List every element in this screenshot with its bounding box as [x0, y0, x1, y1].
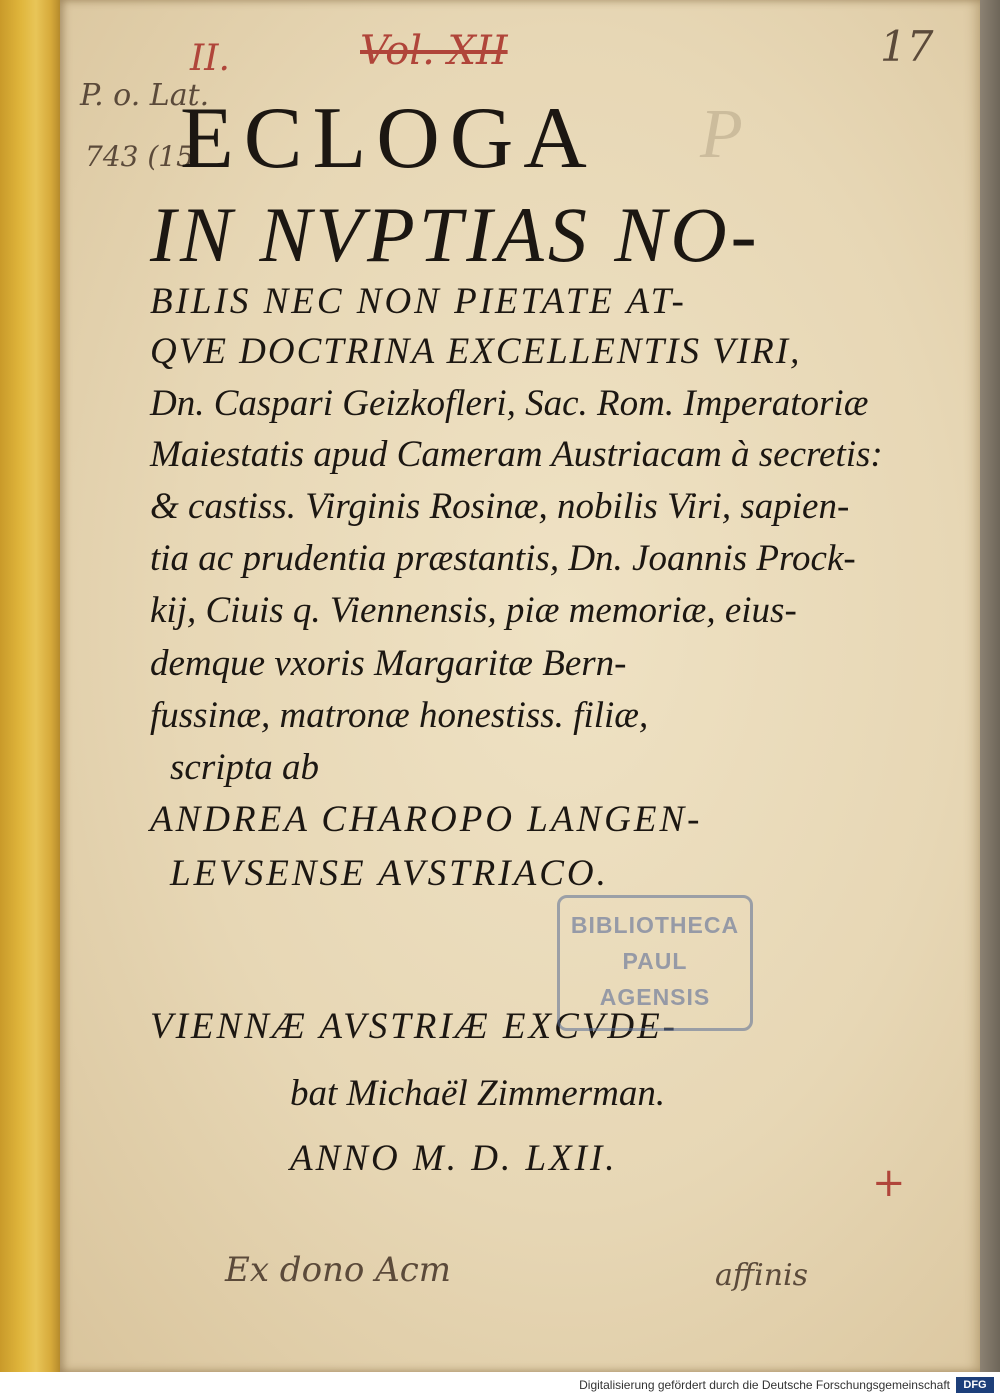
- imprint-line-1: VIENNÆ AVSTRIÆ EXCVDE-: [150, 1006, 678, 1047]
- text-line-5: & castiss. Virginis Rosinæ, nobilis Viri, sapien-: [150, 486, 850, 527]
- dfg-logo: DFG: [956, 1377, 994, 1393]
- po-lat-note: P. o. Lat.: [80, 78, 210, 113]
- text-line-4: Maiestatis apud Cameram Austriacam à secretis:: [150, 434, 883, 475]
- title-eclogai: ECLOGA: [180, 90, 597, 187]
- show-through-decoration: P: [700, 96, 743, 173]
- library-stamp: [557, 895, 753, 1031]
- stamp-line-2: PAUL: [622, 948, 688, 974]
- cross-mark: +: [872, 1160, 906, 1206]
- text-line-9: fussinæ, matronæ honestiss. filiæ,: [150, 695, 649, 736]
- imprint-line-2: bat Michaël Zimmerman.: [290, 1073, 666, 1114]
- author-line-2: LEVSENSE AVSTRIACO.: [170, 853, 609, 894]
- call-number-note: 743 (15: [85, 140, 194, 173]
- text-line-2: QVE DOCTRINA EXCELLENTIS VIRI,: [150, 331, 802, 372]
- title-nuptias: IN NVPTIAS NO-: [150, 191, 761, 278]
- donation-note-end: affinis: [715, 1258, 809, 1293]
- donation-note: Ex dono Acm: [225, 1250, 452, 1290]
- text-line-8: demque vxoris Margaritæ Bern-: [150, 643, 627, 684]
- text-line-10: scripta ab: [170, 747, 320, 788]
- imprint-line-3: ANNO M. D. LXII.: [290, 1138, 618, 1179]
- text-line-6: tia ac prudentia præstantis, Dn. Joannis Prock-: [150, 538, 856, 579]
- text-line-7: kij, Ciuis q. Viennensis, piæ memoriæ, eius-: [150, 590, 797, 631]
- text-line-1: BILIS NEC NON PIETATE AT-: [150, 281, 687, 322]
- text-line-3: Dn. Caspari Geizkofleri, Sac. Rom. Imperatoriæ: [150, 383, 869, 424]
- book-spine: [0, 0, 60, 1372]
- footer-text: Digitalisierung gefördert durch die Deutsche Forschungsgemeinschaft: [579, 1378, 950, 1392]
- volume-mark: Vol. XII: [360, 28, 508, 74]
- book-edge: [980, 0, 1000, 1372]
- stamp-line-3: AGENSIS: [599, 984, 711, 1010]
- page-number: 17: [880, 22, 934, 71]
- digitization-footer: [0, 1372, 1000, 1399]
- stamp-line-1: BIBLIOTHECA: [570, 912, 740, 938]
- shelf-mark: II.: [190, 38, 230, 79]
- author-line-1: ANDREA CHAROPO LANGEN-: [150, 799, 703, 840]
